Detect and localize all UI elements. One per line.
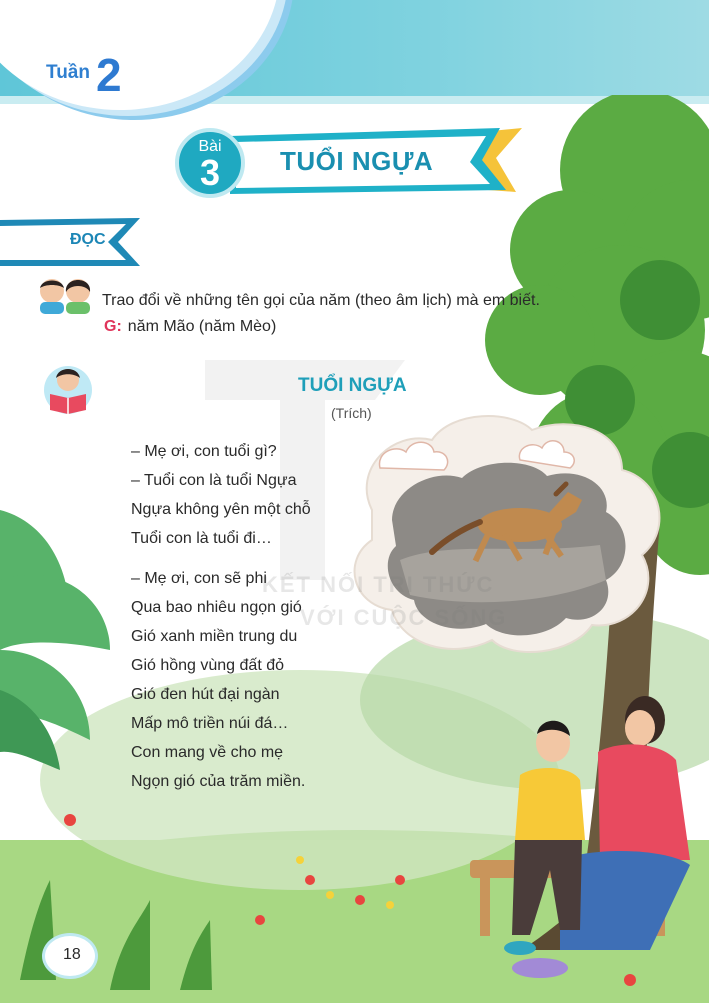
lesson-badge [175, 128, 245, 198]
hint-row [104, 318, 276, 336]
lesson-word: Bài [198, 138, 222, 155]
reading-child-icon [40, 364, 96, 414]
watermark-text-line1: KẾT NỐI TRI THỨC [262, 572, 495, 597]
hint-label: G: [104, 318, 122, 335]
lesson-number: 3 [199, 152, 221, 193]
poem-line: – Mẹ ơi, con tuổi gì? [131, 443, 277, 460]
lesson-title: TUỔI NGỰA [280, 146, 434, 176]
week-number: 2 [96, 49, 122, 101]
section-label: ĐỌC [70, 231, 106, 248]
poem-line: – Tuổi con là tuổi Ngựa [131, 472, 297, 489]
two-students-icon [36, 276, 96, 314]
hint-text: năm Mão (năm Mèo) [127, 318, 277, 335]
poem-line: – Mẹ ơi, con sẽ phi [131, 570, 267, 587]
poem-line: Gió xanh miền trung du [131, 628, 298, 645]
watermark-text-line2: VỚI CUỘC SỐNG [300, 605, 508, 630]
poem-source: (Trích) [331, 405, 372, 421]
poem-line: Gió đen hút đại ngàn [131, 686, 280, 703]
poem-line: Tuổi con là tuổi đi… [131, 530, 272, 547]
week-label: Tuần [46, 62, 90, 83]
poem-line: Con mang về cho mẹ [131, 744, 284, 761]
poem-line: Qua bao nhiêu ngọn gió [131, 599, 302, 616]
poem-title: TUỔI NGỰA [298, 375, 407, 396]
poem-line: Mấp mô triền núi đá… [131, 715, 289, 732]
poem-line: Gió hồng vùng đất đỏ [131, 657, 285, 674]
poem-line: Ngọn gió của trăm miền. [131, 773, 306, 790]
discussion-prompt: Trao đổi về những tên gọi của năm (theo âm lịch) mà em biết. [102, 292, 540, 309]
page-number: 18 [63, 946, 81, 963]
poem-line: Ngựa không yên một chỗ [131, 501, 311, 518]
